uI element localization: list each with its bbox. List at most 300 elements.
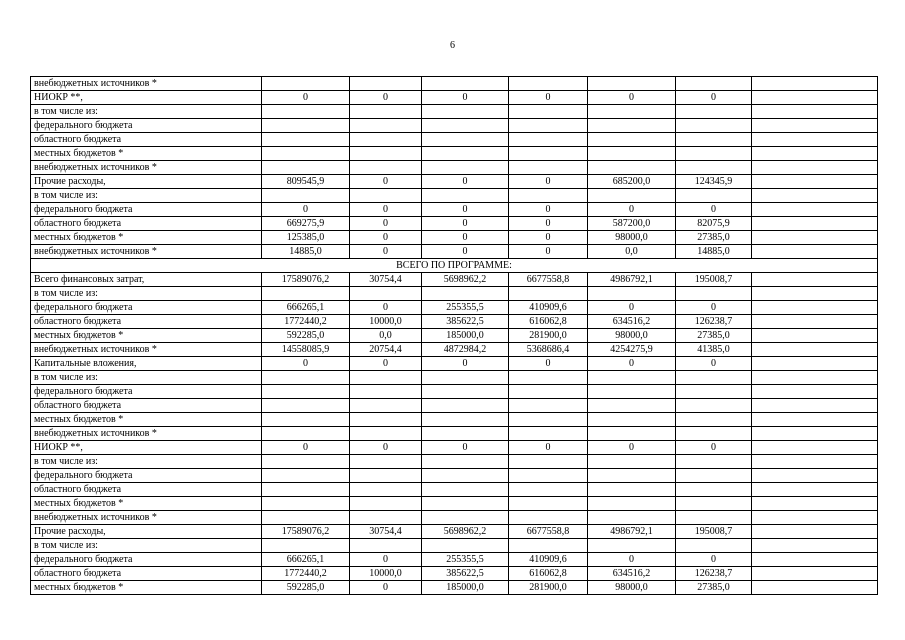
- value-cell: 281900,0: [509, 581, 588, 595]
- value-cell: [676, 427, 752, 441]
- value-cell: [588, 119, 676, 133]
- value-cell: 27385,0: [676, 231, 752, 245]
- value-cell: [752, 357, 878, 371]
- value-cell: 410909,6: [509, 553, 588, 567]
- value-cell: [752, 217, 878, 231]
- row-label: областного бюджета: [31, 133, 262, 147]
- value-cell: [676, 77, 752, 91]
- value-cell: [509, 413, 588, 427]
- value-cell: [752, 553, 878, 567]
- value-cell: [422, 483, 509, 497]
- value-cell: [752, 413, 878, 427]
- value-cell: 385622,5: [422, 567, 509, 581]
- value-cell: 0: [350, 301, 422, 315]
- row-label: в том числе из:: [31, 105, 262, 119]
- value-cell: [588, 77, 676, 91]
- value-cell: [422, 371, 509, 385]
- value-cell: [422, 133, 509, 147]
- row-label: областного бюджета: [31, 315, 262, 329]
- value-cell: [752, 273, 878, 287]
- value-cell: [588, 133, 676, 147]
- value-cell: [752, 371, 878, 385]
- value-cell: [752, 343, 878, 357]
- value-cell: [422, 119, 509, 133]
- value-cell: 126238,7: [676, 315, 752, 329]
- table-row: [31, 133, 878, 147]
- table-row: [31, 119, 878, 133]
- value-cell: [676, 511, 752, 525]
- value-cell: 616062,8: [509, 315, 588, 329]
- value-cell: 0: [588, 203, 676, 217]
- value-cell: 0: [262, 91, 350, 105]
- value-cell: [752, 203, 878, 217]
- value-cell: [752, 91, 878, 105]
- table-row: [31, 539, 878, 553]
- row-label: в том числе из:: [31, 371, 262, 385]
- value-cell: 98000,0: [588, 329, 676, 343]
- value-cell: [509, 147, 588, 161]
- value-cell: 0: [509, 245, 588, 259]
- table-row: [31, 343, 878, 357]
- value-cell: [752, 511, 878, 525]
- table-row: [31, 161, 878, 175]
- value-cell: [262, 77, 350, 91]
- table-row: [31, 245, 878, 259]
- value-cell: [262, 497, 350, 511]
- value-cell: [588, 539, 676, 553]
- table-row: [31, 189, 878, 203]
- value-cell: [752, 567, 878, 581]
- value-cell: 30754,4: [350, 273, 422, 287]
- value-cell: [509, 483, 588, 497]
- value-cell: 281900,0: [509, 329, 588, 343]
- table-row: [31, 301, 878, 315]
- value-cell: [262, 371, 350, 385]
- row-label: в том числе из:: [31, 539, 262, 553]
- row-label: Всего финансовых затрат,: [31, 273, 262, 287]
- table-row: [31, 469, 878, 483]
- value-cell: [422, 147, 509, 161]
- value-cell: [509, 469, 588, 483]
- value-cell: [752, 77, 878, 91]
- value-cell: 0: [422, 441, 509, 455]
- section-heading: ВСЕГО ПО ПРОГРАММЕ:: [31, 259, 878, 273]
- value-cell: 0: [676, 203, 752, 217]
- value-cell: [509, 497, 588, 511]
- value-cell: 98000,0: [588, 231, 676, 245]
- value-cell: [676, 161, 752, 175]
- value-cell: 0: [676, 91, 752, 105]
- value-cell: [752, 119, 878, 133]
- value-cell: 666265,1: [262, 301, 350, 315]
- value-cell: [676, 399, 752, 413]
- value-cell: [422, 189, 509, 203]
- value-cell: 685200,0: [588, 175, 676, 189]
- table-row: [31, 581, 878, 595]
- page-number: 6: [450, 40, 455, 51]
- value-cell: 195008,7: [676, 273, 752, 287]
- table-row: [31, 203, 878, 217]
- value-cell: 0: [262, 441, 350, 455]
- row-label: внебюджетных источников *: [31, 245, 262, 259]
- value-cell: [509, 189, 588, 203]
- table-row: [31, 147, 878, 161]
- value-cell: 27385,0: [676, 581, 752, 595]
- value-cell: [588, 189, 676, 203]
- table-row: [31, 525, 878, 539]
- value-cell: [588, 147, 676, 161]
- value-cell: 4254275,9: [588, 343, 676, 357]
- table-row: [31, 455, 878, 469]
- value-cell: [752, 455, 878, 469]
- row-label: Капитальные вложения,: [31, 357, 262, 371]
- value-cell: [676, 455, 752, 469]
- row-label: федерального бюджета: [31, 119, 262, 133]
- value-cell: 6677558,8: [509, 525, 588, 539]
- value-cell: 10000,0: [350, 315, 422, 329]
- value-cell: [350, 119, 422, 133]
- value-cell: 634516,2: [588, 567, 676, 581]
- value-cell: [588, 287, 676, 301]
- table-row: [31, 511, 878, 525]
- value-cell: 410909,6: [509, 301, 588, 315]
- row-label: внебюджетных источников *: [31, 77, 262, 91]
- value-cell: [262, 119, 350, 133]
- value-cell: 0: [422, 245, 509, 259]
- row-label: внебюджетных источников *: [31, 427, 262, 441]
- value-cell: [350, 539, 422, 553]
- table-row: [31, 329, 878, 343]
- value-cell: [350, 385, 422, 399]
- value-cell: 0: [422, 203, 509, 217]
- value-cell: 0: [509, 441, 588, 455]
- table-row: [31, 371, 878, 385]
- value-cell: [262, 189, 350, 203]
- value-cell: [509, 371, 588, 385]
- value-cell: [422, 161, 509, 175]
- value-cell: 0: [588, 553, 676, 567]
- value-cell: [350, 161, 422, 175]
- value-cell: 0: [588, 357, 676, 371]
- value-cell: [752, 539, 878, 553]
- value-cell: [752, 189, 878, 203]
- row-label: федерального бюджета: [31, 469, 262, 483]
- value-cell: 14885,0: [262, 245, 350, 259]
- value-cell: [350, 147, 422, 161]
- table-row: [31, 273, 878, 287]
- value-cell: [262, 385, 350, 399]
- value-cell: [422, 469, 509, 483]
- value-cell: 0: [350, 203, 422, 217]
- value-cell: [588, 497, 676, 511]
- value-cell: [752, 399, 878, 413]
- value-cell: [262, 427, 350, 441]
- table-row: [31, 441, 878, 455]
- value-cell: 0,0: [350, 329, 422, 343]
- table-row: [31, 231, 878, 245]
- value-cell: [350, 427, 422, 441]
- value-cell: 27385,0: [676, 329, 752, 343]
- value-cell: [676, 497, 752, 511]
- value-cell: [350, 483, 422, 497]
- value-cell: 185000,0: [422, 581, 509, 595]
- value-cell: [422, 497, 509, 511]
- value-cell: [509, 133, 588, 147]
- row-label: местных бюджетов *: [31, 581, 262, 595]
- value-cell: 4986792,1: [588, 273, 676, 287]
- value-cell: [676, 385, 752, 399]
- value-cell: [422, 413, 509, 427]
- value-cell: [509, 511, 588, 525]
- value-cell: [350, 511, 422, 525]
- value-cell: 0: [676, 301, 752, 315]
- value-cell: [676, 371, 752, 385]
- value-cell: [676, 413, 752, 427]
- value-cell: 0: [509, 217, 588, 231]
- value-cell: 592285,0: [262, 581, 350, 595]
- value-cell: [262, 105, 350, 119]
- value-cell: [509, 399, 588, 413]
- value-cell: [752, 483, 878, 497]
- budget-table: [30, 76, 878, 595]
- row-label: местных бюджетов *: [31, 497, 262, 511]
- value-cell: [350, 371, 422, 385]
- value-cell: [588, 427, 676, 441]
- value-cell: 587200,0: [588, 217, 676, 231]
- value-cell: 0: [588, 91, 676, 105]
- value-cell: 385622,5: [422, 315, 509, 329]
- value-cell: 0: [422, 357, 509, 371]
- value-cell: 82075,9: [676, 217, 752, 231]
- value-cell: 185000,0: [422, 329, 509, 343]
- row-label: областного бюджета: [31, 483, 262, 497]
- value-cell: 616062,8: [509, 567, 588, 581]
- value-cell: 41385,0: [676, 343, 752, 357]
- table-row: [31, 91, 878, 105]
- value-cell: [752, 497, 878, 511]
- table-row: [31, 357, 878, 371]
- value-cell: [752, 105, 878, 119]
- value-cell: 255355,5: [422, 301, 509, 315]
- value-cell: 0: [588, 301, 676, 315]
- value-cell: [262, 161, 350, 175]
- value-cell: [422, 511, 509, 525]
- value-cell: 10000,0: [350, 567, 422, 581]
- value-cell: 17589076,2: [262, 273, 350, 287]
- value-cell: [588, 511, 676, 525]
- value-cell: [262, 413, 350, 427]
- value-cell: [422, 287, 509, 301]
- table-row: [31, 399, 878, 413]
- row-label: областного бюджета: [31, 567, 262, 581]
- table-row: [31, 413, 878, 427]
- row-label: НИОКР **,: [31, 91, 262, 105]
- value-cell: [752, 175, 878, 189]
- value-cell: [752, 245, 878, 259]
- value-cell: 0: [422, 231, 509, 245]
- value-cell: 0: [509, 357, 588, 371]
- value-cell: [350, 399, 422, 413]
- table-body: [31, 77, 878, 595]
- row-label: в том числе из:: [31, 455, 262, 469]
- value-cell: [588, 399, 676, 413]
- value-cell: [350, 133, 422, 147]
- value-cell: 0: [350, 245, 422, 259]
- value-cell: [676, 469, 752, 483]
- row-label: Прочие расходы,: [31, 175, 262, 189]
- value-cell: 0: [422, 175, 509, 189]
- table-row: [31, 497, 878, 511]
- value-cell: 0: [509, 203, 588, 217]
- value-cell: 634516,2: [588, 315, 676, 329]
- value-cell: 0: [350, 231, 422, 245]
- value-cell: [509, 119, 588, 133]
- value-cell: 0: [676, 553, 752, 567]
- value-cell: 14558085,9: [262, 343, 350, 357]
- value-cell: [509, 161, 588, 175]
- table-row: [31, 217, 878, 231]
- value-cell: 126238,7: [676, 567, 752, 581]
- value-cell: 666265,1: [262, 553, 350, 567]
- value-cell: 6677558,8: [509, 273, 588, 287]
- value-cell: 0: [262, 203, 350, 217]
- value-cell: [262, 539, 350, 553]
- value-cell: 5698962,2: [422, 273, 509, 287]
- value-cell: 592285,0: [262, 329, 350, 343]
- table-row: [31, 483, 878, 497]
- table-row: [31, 175, 878, 189]
- value-cell: [262, 511, 350, 525]
- value-cell: [262, 287, 350, 301]
- value-cell: [422, 399, 509, 413]
- row-label: областного бюджета: [31, 217, 262, 231]
- value-cell: [350, 105, 422, 119]
- value-cell: [588, 371, 676, 385]
- value-cell: 255355,5: [422, 553, 509, 567]
- row-label: областного бюджета: [31, 399, 262, 413]
- value-cell: [752, 581, 878, 595]
- value-cell: 0: [509, 91, 588, 105]
- value-cell: [509, 385, 588, 399]
- row-label: внебюджетных источников *: [31, 161, 262, 175]
- value-cell: [588, 483, 676, 497]
- row-label: внебюджетных источников *: [31, 343, 262, 357]
- value-cell: [752, 147, 878, 161]
- value-cell: [676, 539, 752, 553]
- value-cell: [350, 287, 422, 301]
- value-cell: [588, 105, 676, 119]
- value-cell: [752, 469, 878, 483]
- value-cell: [422, 105, 509, 119]
- row-label: местных бюджетов *: [31, 231, 262, 245]
- value-cell: 0: [350, 581, 422, 595]
- value-cell: 0: [588, 441, 676, 455]
- row-label: НИОКР **,: [31, 441, 262, 455]
- value-cell: 98000,0: [588, 581, 676, 595]
- value-cell: [350, 497, 422, 511]
- value-cell: 1772440,2: [262, 567, 350, 581]
- value-cell: [752, 287, 878, 301]
- value-cell: [509, 455, 588, 469]
- value-cell: 17589076,2: [262, 525, 350, 539]
- value-cell: [509, 539, 588, 553]
- table-row: [31, 385, 878, 399]
- value-cell: 0: [350, 441, 422, 455]
- table-row: [31, 315, 878, 329]
- value-cell: [422, 427, 509, 441]
- value-cell: [422, 455, 509, 469]
- value-cell: [588, 161, 676, 175]
- value-cell: [752, 231, 878, 245]
- value-cell: 125385,0: [262, 231, 350, 245]
- value-cell: [676, 119, 752, 133]
- value-cell: [262, 133, 350, 147]
- value-cell: [752, 385, 878, 399]
- value-cell: [422, 385, 509, 399]
- value-cell: 0: [350, 217, 422, 231]
- row-label: местных бюджетов *: [31, 413, 262, 427]
- value-cell: [588, 385, 676, 399]
- table-row: [31, 567, 878, 581]
- table-row: [31, 77, 878, 91]
- value-cell: 124345,9: [676, 175, 752, 189]
- value-cell: 5368686,4: [509, 343, 588, 357]
- value-cell: [588, 413, 676, 427]
- value-cell: [676, 189, 752, 203]
- value-cell: 0: [350, 553, 422, 567]
- value-cell: [676, 133, 752, 147]
- value-cell: [676, 287, 752, 301]
- value-cell: [752, 301, 878, 315]
- row-label: в том числе из:: [31, 189, 262, 203]
- value-cell: 0: [422, 91, 509, 105]
- value-cell: [509, 427, 588, 441]
- table-row: [31, 427, 878, 441]
- value-cell: [422, 77, 509, 91]
- value-cell: [350, 413, 422, 427]
- value-cell: 0: [350, 357, 422, 371]
- value-cell: 669275,9: [262, 217, 350, 231]
- value-cell: [752, 441, 878, 455]
- value-cell: [752, 427, 878, 441]
- value-cell: 4986792,1: [588, 525, 676, 539]
- value-cell: 30754,4: [350, 525, 422, 539]
- value-cell: 0: [350, 175, 422, 189]
- row-label: федерального бюджета: [31, 203, 262, 217]
- value-cell: 0: [350, 91, 422, 105]
- value-cell: [262, 455, 350, 469]
- row-label: в том числе из:: [31, 287, 262, 301]
- value-cell: [509, 287, 588, 301]
- row-label: федерального бюджета: [31, 385, 262, 399]
- row-label: местных бюджетов *: [31, 147, 262, 161]
- value-cell: 0: [509, 175, 588, 189]
- row-label: внебюджетных источников *: [31, 511, 262, 525]
- value-cell: 195008,7: [676, 525, 752, 539]
- value-cell: [350, 469, 422, 483]
- row-label: федерального бюджета: [31, 301, 262, 315]
- value-cell: 1772440,2: [262, 315, 350, 329]
- table-row: [31, 287, 878, 301]
- value-cell: 0: [676, 441, 752, 455]
- value-cell: [509, 77, 588, 91]
- table-row: [31, 105, 878, 119]
- value-cell: [350, 455, 422, 469]
- value-cell: [676, 147, 752, 161]
- value-cell: [350, 77, 422, 91]
- value-cell: 20754,4: [350, 343, 422, 357]
- value-cell: 4872984,2: [422, 343, 509, 357]
